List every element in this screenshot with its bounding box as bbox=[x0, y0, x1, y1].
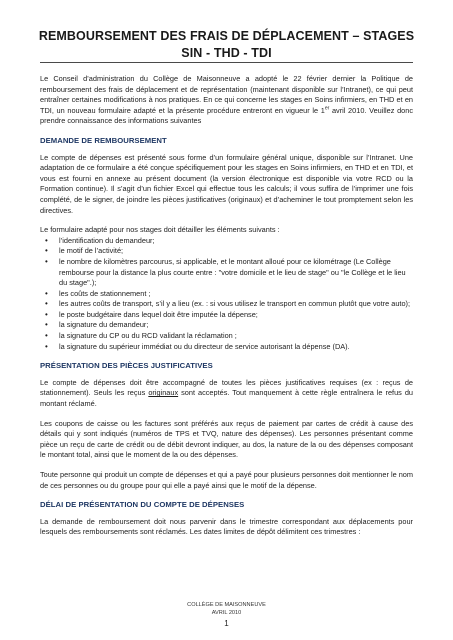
required-elements-list bbox=[40, 236, 413, 353]
document-subtitle: SIN - THD - TDI bbox=[181, 46, 272, 60]
list-item: • la signature du supérieur immédiat ou du directeur de service autorisant la dépense (DA). bbox=[40, 342, 413, 353]
section2-paragraph-1 bbox=[40, 378, 413, 410]
intro-superscript: er bbox=[324, 105, 330, 112]
list-item: • les autres coûts de transport, s’il y a lieu (ex. : si vous utilisez le transport en commun plutôt que votre auto); bbox=[40, 299, 413, 310]
section-heading-delai: DÉLAI DE PRÉSENTATION DU COMPTE DE DÉPENSES bbox=[40, 500, 245, 510]
list-item: • la signature du demandeur; bbox=[40, 320, 413, 331]
intro-text-end: avril 2010. Veuillez donc prendre connaissance des informations suivantes bbox=[40, 105, 413, 126]
section2-text-end: sont acceptés. Tout manquement à cette règle entraînera le refus du montant réclamé. bbox=[40, 388, 413, 409]
section2-paragraph-3: Toute personne qui produit un compte de dépenses et qui a payé pour plusieurs personnes doit mentionner le nom de ces personnes ou du groupe pour qui elle a payé ainsi que le motif de la dépense. bbox=[40, 470, 413, 490]
page-number: 1 bbox=[224, 619, 229, 628]
underlined-word: originaux bbox=[148, 388, 179, 398]
list-item: • l’identification du demandeur; bbox=[40, 236, 413, 247]
section1-paragraph: Le compte de dépenses est présenté sous forme d’un formulaire général unique, disponible sur l’Intranet. Une adaptation de ce formulaire a été conçue spécifiquement pour les stages en Soins infirmiers, en THD et en TDI, et vous est fourni en annexe au présent document (la version électronique est disponible via votre RCD ou la Formation continue). Il s’agit d’un fichier Excel qui effectue tous les calculs; il vous suffira de l’imprimer une fois complété, de le signer, de joindre les pièces justificatives (originaux) et d’acheminer le tout promptement selon les directives. bbox=[40, 152, 413, 215]
section2-paragraph-2: Les coupons de caisse ou les factures sont préférés aux reçus de paiement par cartes de crédit à cause des détails qui y sont indiqués (numéros de TPS et TVQ, nature des dépenses). Les personnes présentant comme pièce un reçu de carte de crédit ou de débit devront indiquer, au dos, la nature de la ou des dépenses composant le montant total, ainsi que le moment de la ou des dépenses. bbox=[40, 418, 413, 460]
footer-date: AVRIL 2010 bbox=[211, 610, 242, 616]
list-item: • le poste budgétaire dans lequel doit être imputée la dépense; bbox=[40, 310, 413, 321]
list-item: • la signature du CP ou du RCD validant la réclamation ; bbox=[40, 331, 413, 342]
section-heading-demande: DEMANDE DE REMBOURSEMENT bbox=[40, 135, 167, 145]
intro-text: Le Conseil d’administration du Collège de Maisonneuve a adopté le 22 février dernier la Politique de remboursement des frais de déplacement et de représentation (maintenant disponible sur l’Intranet), ce qui peut entraîner certaines modifications à nos pratiques. En ce qui concerne les stages en Soins infirmiers, en THD et en TDI, un nouveau formulaire adapté et la présente procédure entreront en vigueur le 1 bbox=[40, 74, 413, 115]
footer-college: COLLÈGE DE MAISONNEUVE bbox=[187, 602, 266, 608]
section-heading-pieces: PRÉSENTATION DES PIÈCES JUSTIFICATIVES bbox=[40, 361, 213, 371]
section3-paragraph: La demande de remboursement doit nous parvenir dans le trimestre correspondant aux déplacements pour lesquels des remboursements sont réclamés. Les dates limites de dépôt délimitent ces trimestres : bbox=[40, 516, 413, 537]
list-item: • le motif de l’activité; bbox=[40, 246, 413, 257]
section2-text: Le compte de dépenses doit être accompagné de toutes les pièces justificatives requises (ex : reçus de stationnement). Seuls les reçus bbox=[40, 377, 413, 398]
title-divider bbox=[40, 62, 413, 63]
document-body bbox=[40, 68, 413, 547]
list-item: • le nombre de kilomètres parcourus, si applicable, et le montant alloué pour ce kilométrage (Le Collège rembourse pour la distance la plus courte entre : "votre domicile et le lieu de stage" ou "le Collège et le lieu du stage".); bbox=[40, 257, 413, 289]
document-title: REMBOURSEMENT DES FRAIS DE DÉPLACEMENT – STAGES bbox=[38, 29, 415, 43]
section1-list-intro: Le formulaire adapté pour nos stages doit détailler les éléments suivants : bbox=[40, 225, 280, 235]
list-item: • les coûts de stationnement ; bbox=[40, 289, 413, 300]
intro-paragraph bbox=[40, 74, 413, 127]
